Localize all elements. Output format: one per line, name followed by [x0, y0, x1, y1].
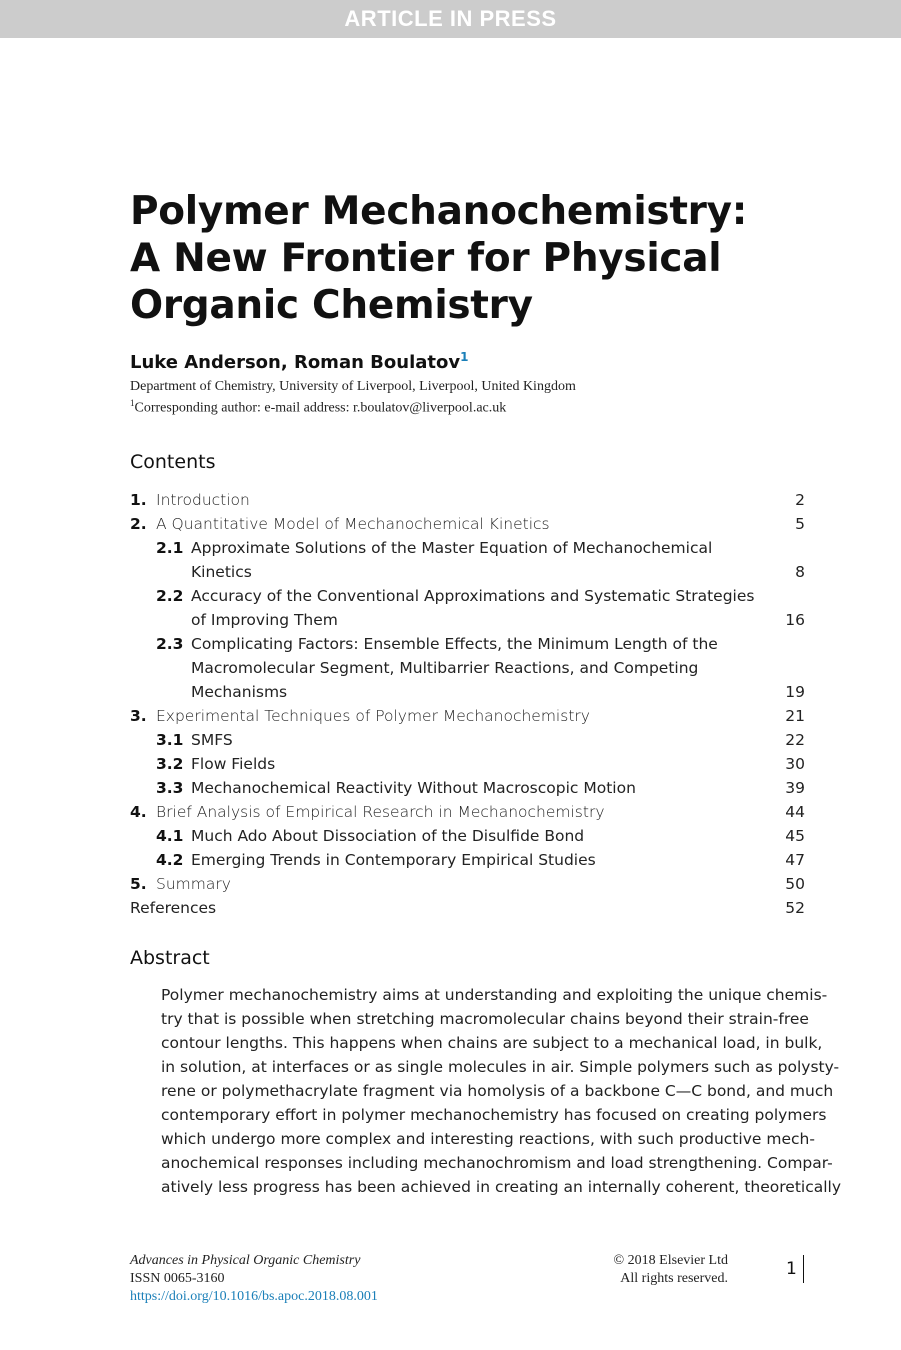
abstract-heading: Abstract	[130, 947, 210, 969]
toc-title: Much Ado About Dissociation of the Disulfide Bond	[191, 827, 585, 845]
toc-entry-references[interactable]	[130, 896, 805, 920]
abstract-line: try that is possible when stretching macromolecular chains beyond their strain-free	[161, 1010, 809, 1028]
abstract-line: which undergo more complex and interesting reactions, with such productive mech-	[161, 1130, 815, 1148]
toc-number: 1.	[130, 491, 147, 509]
toc-number: 3.3	[156, 779, 184, 797]
title-line: A New Frontier for Physical	[130, 236, 722, 281]
toc-number: 3.1	[156, 731, 184, 749]
toc-number: 2.3	[156, 635, 184, 653]
toc-page: 19	[785, 683, 805, 701]
toc-number: 2.	[130, 515, 147, 533]
rights: All rights reserved.	[620, 1271, 728, 1286]
toc-number: 4.1	[156, 827, 184, 845]
toc-page: 52	[785, 899, 805, 917]
toc-title: SMFS	[191, 731, 233, 749]
toc-entry[interactable]	[130, 536, 805, 584]
affiliation-block	[130, 378, 830, 417]
author-footnote-marker[interactable]: 1	[460, 350, 469, 364]
article-in-press-banner: ARTICLE IN PRESS	[0, 0, 901, 38]
table-of-contents	[130, 488, 805, 920]
toc-page: 44	[785, 803, 805, 821]
toc-entry[interactable]	[130, 632, 805, 704]
toc-number: 2.2	[156, 587, 184, 605]
abstract-line: in solution, at interfaces or as single molecules in air. Simple polymers such as polysty-	[161, 1058, 840, 1076]
toc-page: 50	[785, 875, 805, 893]
corresponding-text: Corresponding author: e-mail address: r.boulatov@liverpool.ac.uk	[134, 400, 507, 416]
toc-entry[interactable]	[130, 872, 805, 896]
toc-title: of Improving Them	[191, 611, 338, 629]
abstract-line: contour lengths. This happens when chains are subject to a mechanical load, in bulk,	[161, 1034, 823, 1052]
toc-number: 3.	[130, 707, 147, 725]
abstract-body	[161, 983, 842, 1199]
author-list	[130, 350, 468, 373]
footer-copyright	[560, 1252, 728, 1288]
toc-title: Kinetics	[191, 563, 252, 581]
toc-title: Complicating Factors: Ensemble Effects, the Minimum Length of the	[191, 635, 718, 653]
toc-title: Experimental Techniques of Polymer Mechanochemistry	[156, 707, 590, 725]
toc-entry[interactable]	[130, 824, 805, 848]
toc-page: 2	[795, 491, 805, 509]
toc-page: 45	[785, 827, 805, 845]
corresponding-marker: 1	[130, 398, 135, 408]
doi-link[interactable]: https://doi.org/10.1016/bs.apoc.2018.08.001	[130, 1289, 378, 1304]
toc-title: Emerging Trends in Contemporary Empirical Studies	[191, 851, 596, 869]
toc-entry[interactable]	[130, 776, 805, 800]
abstract-line: contemporary effort in polymer mechanochemistry has focused on creating polymers	[161, 1106, 827, 1124]
toc-entry[interactable]	[130, 848, 805, 872]
toc-entry[interactable]	[130, 728, 805, 752]
toc-number: 2.1	[156, 539, 184, 557]
toc-title: Brief Analysis of Empirical Research in Mechanochemistry	[156, 803, 605, 821]
toc-page: 30	[785, 755, 805, 773]
toc-title: Mechanisms	[191, 683, 288, 701]
toc-page: 16	[785, 611, 805, 629]
toc-title: A Quantitative Model of Mechanochemical Kinetics	[156, 515, 550, 533]
abstract-line: Polymer mechanochemistry aims at understanding and exploiting the unique chemis-	[161, 986, 828, 1004]
toc-title: Flow Fields	[191, 755, 276, 773]
author-names: Luke Anderson, Roman Boulatov	[130, 352, 461, 373]
abstract-line: atively less progress has been achieved in creating an internally coherent, theoretically	[161, 1178, 842, 1196]
abstract-line: anochemical responses including mechanochromism and load strengthening. Compar-	[161, 1154, 833, 1172]
toc-page: 21	[785, 707, 805, 725]
affiliation: Department of Chemistry, University of Liverpool, Liverpool, United Kingdom	[130, 379, 576, 394]
toc-title: Summary	[156, 875, 231, 893]
journal-name: Advances in Physical Organic Chemistry	[130, 1253, 361, 1268]
toc-title: References	[130, 899, 217, 917]
abstract-line: rene or polymethacrylate fragment via homolysis of a backbone C—C bond, and much	[161, 1082, 834, 1100]
toc-number: 5.	[130, 875, 147, 893]
toc-title: Approximate Solutions of the Master Equation of Mechanochemical	[191, 539, 713, 557]
toc-page: 8	[795, 563, 805, 581]
toc-title: Introduction	[156, 491, 250, 509]
toc-entry[interactable]	[130, 512, 805, 536]
toc-number: 3.2	[156, 755, 184, 773]
toc-entry[interactable]	[130, 752, 805, 776]
title-line: Polymer Mechanochemistry:	[130, 189, 748, 234]
toc-title: Mechanochemical Reactivity Without Macroscopic Motion	[191, 779, 636, 797]
contents-heading: Contents	[130, 451, 216, 473]
toc-number: 4.	[130, 803, 147, 821]
article-title	[130, 188, 830, 329]
toc-entry[interactable]	[130, 704, 805, 728]
footer-publication-info	[130, 1252, 378, 1306]
toc-page: 5	[795, 515, 805, 533]
copyright: © 2018 Elsevier Ltd	[613, 1253, 728, 1268]
toc-entry[interactable]	[130, 584, 805, 632]
toc-entry[interactable]	[130, 488, 805, 512]
corresponding-author	[130, 395, 830, 417]
toc-page: 39	[785, 779, 805, 797]
toc-title: Macromolecular Segment, Multibarrier Reactions, and Competing	[191, 659, 699, 677]
toc-page: 47	[785, 851, 805, 869]
toc-page: 22	[785, 731, 805, 749]
toc-number: 4.2	[156, 851, 184, 869]
toc-entry[interactable]	[130, 800, 805, 824]
issn: ISSN 0065-3160	[130, 1271, 225, 1286]
title-line: Organic Chemistry	[130, 283, 533, 328]
toc-title: Accuracy of the Conventional Approximations and Systematic Strategies	[191, 587, 755, 605]
page-number: 1	[786, 1255, 804, 1283]
